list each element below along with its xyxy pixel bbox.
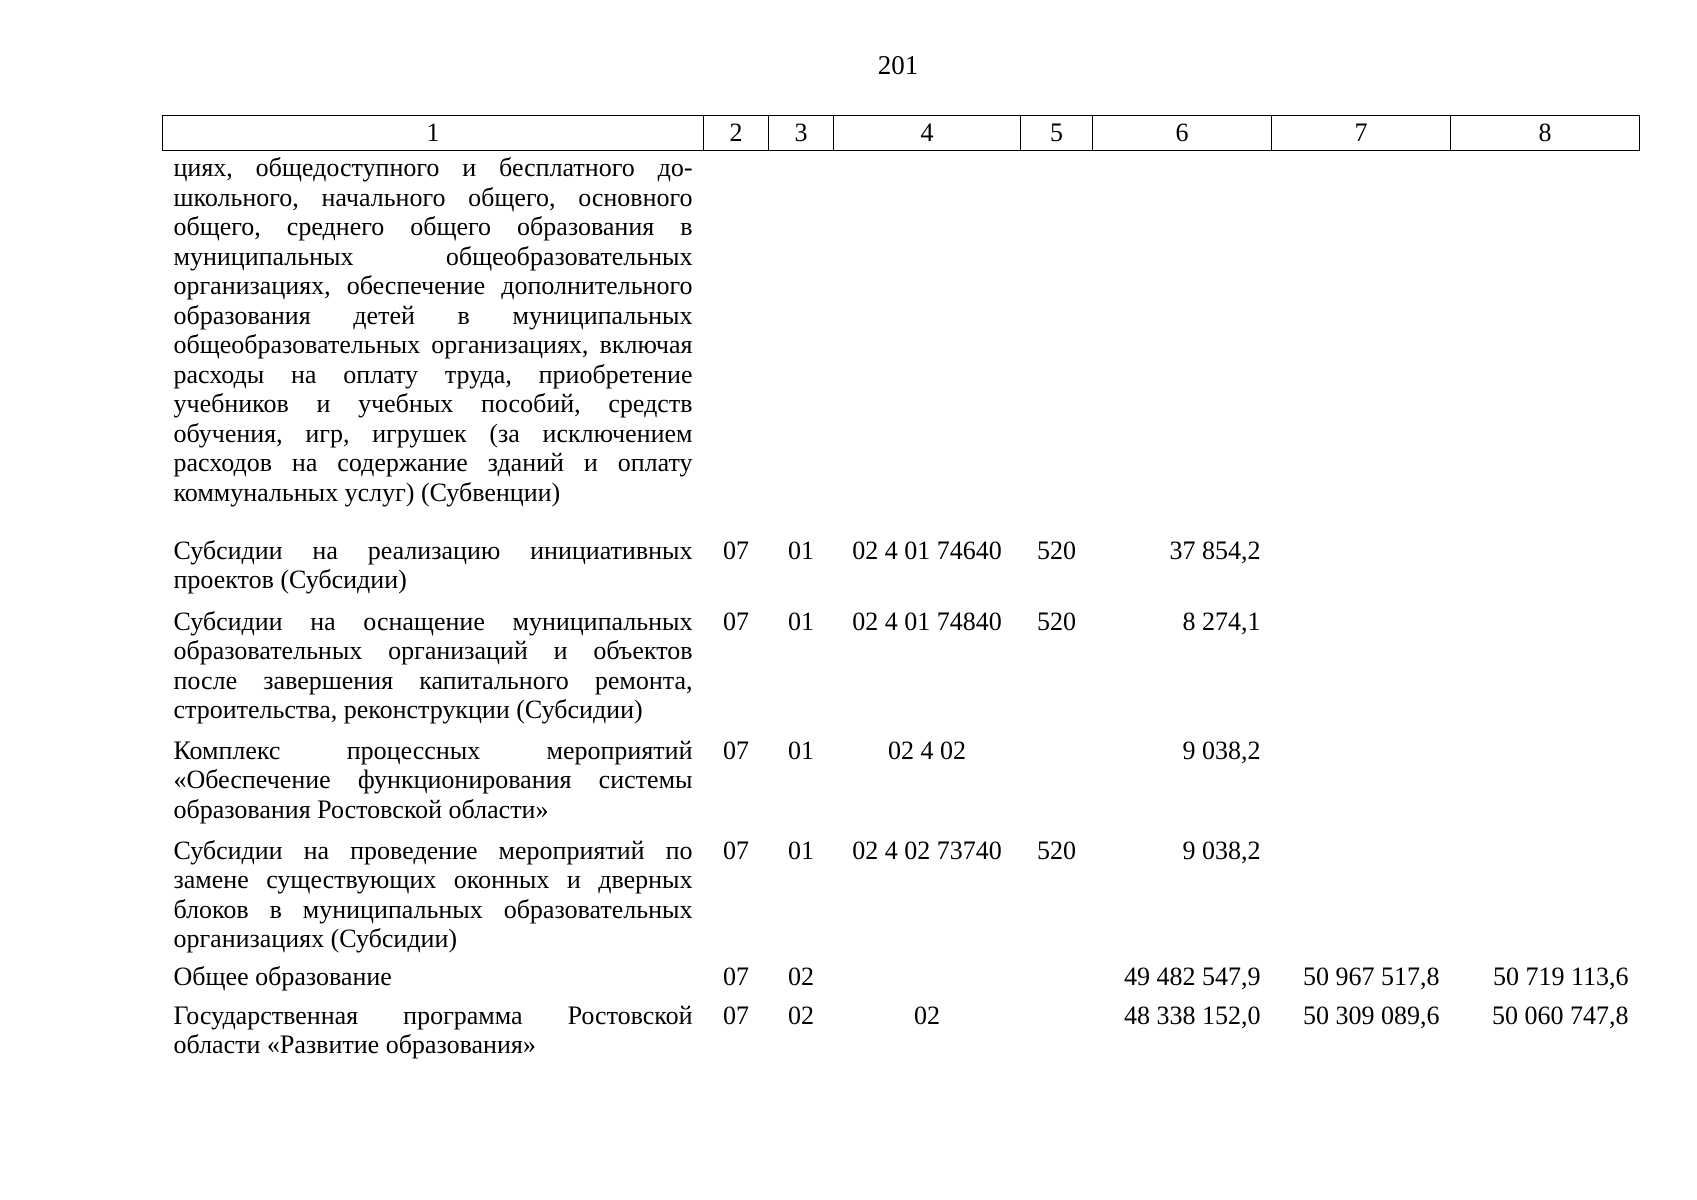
header-row	[163, 116, 1640, 151]
row-subsection: 01	[788, 606, 814, 636]
row-name: Общее образование	[173, 961, 392, 991]
table-row	[163, 836, 1640, 962]
row-amount-col8: 50 060 747,8	[1492, 1000, 1629, 1030]
row-section	[704, 151, 769, 536]
row-amount-col7	[1272, 607, 1451, 736]
page-number: 201	[877, 50, 919, 80]
table-row	[163, 1001, 1640, 1067]
header-col-4: 4	[834, 116, 1021, 151]
row-name: Субсидии на проведение мероприятий по замене существующих оконных и дверных блоков в муниципальных образовательных организациях (Субсидии)	[173, 835, 693, 953]
table-body	[163, 151, 1640, 1067]
row-subsection	[769, 151, 834, 536]
row-subsection: 02	[788, 1000, 814, 1030]
row-target-code: 02 4 02 73740	[852, 835, 1002, 865]
budget-table	[162, 115, 1640, 1067]
row-section: 07	[723, 535, 749, 565]
row-expense-type	[1021, 962, 1093, 1001]
header-col-7: 7	[1272, 116, 1451, 151]
row-subsection: 01	[788, 535, 814, 565]
row-section: 07	[723, 1000, 749, 1030]
row-amount-col8	[1451, 736, 1640, 836]
table-header	[163, 116, 1640, 151]
row-section: 07	[723, 835, 749, 865]
row-amount-col8: 50 719 113,6	[1492, 961, 1629, 991]
row-name: циях, общедоступного и бесплатного дошкольного, начального общего, основного общего, среднего общего образования в муниципальных общеобразовательных организациях, обеспечение дополнительного образования детей в муниципальных общеобразовательных организациях, включая расходы на оплату труда, приобретение учебников и учебных пособий, средств обучения, игр, игрушек (за исключением расходов на содержание зданий и оплату коммунальных услуг) (Субвенции)	[173, 153, 693, 507]
row-amount-col7: 50 309 089,6	[1303, 1000, 1440, 1030]
row-section: 07	[723, 735, 749, 765]
row-amount-col7	[1272, 151, 1451, 536]
row-amount-col7: 50 967 517,8	[1303, 961, 1440, 991]
row-name: Государственная программа Ростовской области «Развитие образования»	[173, 1000, 693, 1059]
table-row	[163, 151, 1640, 536]
header-col-5: 5	[1021, 116, 1093, 151]
header-col-3: 3	[769, 116, 834, 151]
row-target-code: 02	[914, 1000, 940, 1030]
row-amount-col7	[1272, 736, 1451, 836]
row-section: 07	[723, 961, 749, 991]
row-expense-type: 520	[1037, 606, 1076, 636]
header-col-8: 8	[1451, 116, 1640, 151]
row-amount-col7	[1272, 836, 1451, 962]
row-amount-col6: 9 038,2	[1182, 735, 1261, 765]
row-target-code: 02 4 02	[888, 735, 966, 765]
row-subsection: 02	[788, 961, 814, 991]
row-target-code	[834, 151, 1021, 536]
row-amount-col6: 48 338 152,0	[1124, 1000, 1261, 1030]
row-name: Субсидии на реализацию инициативных проектов (Субсидии)	[173, 535, 693, 594]
row-amount-col6: 9 038,2	[1182, 835, 1261, 865]
row-expense-type: 520	[1037, 835, 1076, 865]
row-amount-col8	[1451, 836, 1640, 962]
row-subsection: 01	[788, 835, 814, 865]
row-expense-type	[1021, 151, 1093, 536]
table-row	[163, 962, 1640, 1001]
header-col-1: 1	[163, 116, 704, 151]
row-expense-type: 520	[1037, 535, 1076, 565]
header-col-2: 2	[704, 116, 769, 151]
row-amount-col6: 37 854,2	[1169, 535, 1261, 565]
row-target-code: 02 4 01 74840	[852, 606, 1002, 636]
row-target-code	[834, 962, 1021, 1001]
row-subsection: 01	[788, 735, 814, 765]
row-expense-type	[1021, 1001, 1093, 1067]
row-target-code: 02 4 01 74640	[852, 535, 1002, 565]
row-amount-col6: 8 274,1	[1182, 606, 1261, 636]
row-expense-type	[1021, 736, 1093, 836]
table-row	[163, 536, 1640, 607]
row-amount-col8	[1451, 151, 1640, 536]
row-name: Комплекс процессных мероприятий «Обеспечение функционирования системы образования Ростовской области»	[173, 735, 693, 824]
row-amount-col7	[1272, 536, 1451, 607]
row-amount-col6: 49 482 547,9	[1124, 961, 1261, 991]
row-amount-col8	[1451, 536, 1640, 607]
row-name: Субсидии на оснащение муниципальных образовательных организаций и объектов после завершения капитального ремонта, строительства, реконструкции (Субсидии)	[173, 606, 693, 724]
row-section: 07	[723, 606, 749, 636]
row-amount-col8	[1451, 607, 1640, 736]
row-amount-col6	[1093, 151, 1272, 536]
header-col-6: 6	[1093, 116, 1272, 151]
table-row	[163, 736, 1640, 836]
table-row	[163, 607, 1640, 736]
